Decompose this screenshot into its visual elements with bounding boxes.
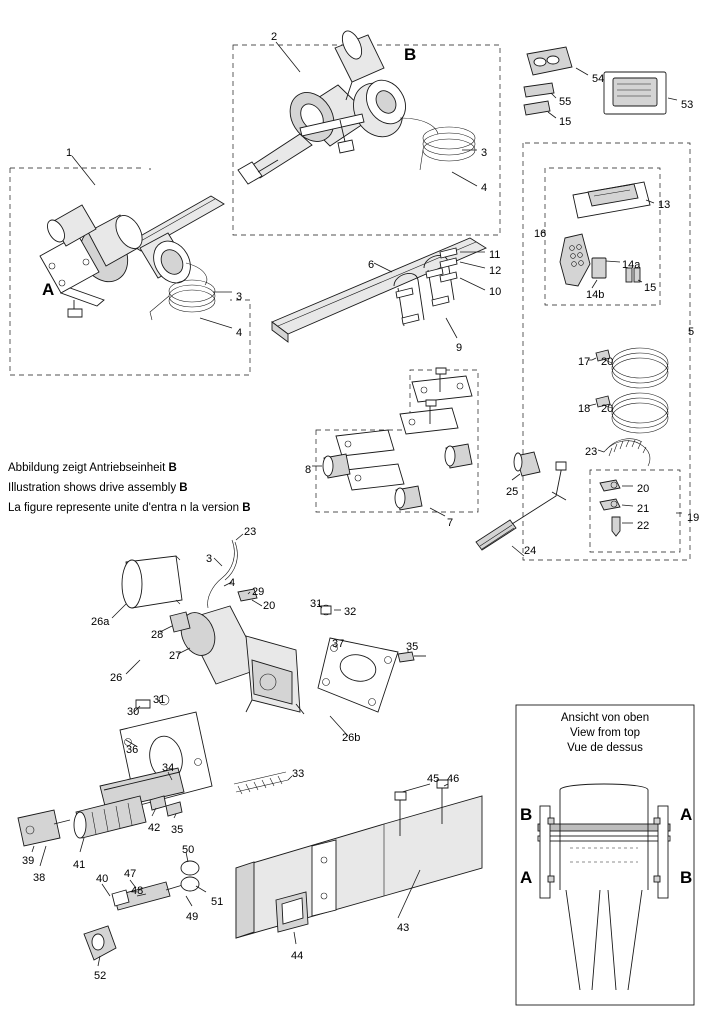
callout-20: 20: [263, 600, 276, 612]
callout-11: 11: [489, 249, 501, 261]
callout-26: 26: [110, 672, 123, 684]
callout-9: 9: [456, 342, 463, 354]
callout-40: 40: [96, 873, 109, 885]
caption-de: [8, 461, 177, 476]
callout-3: 3: [481, 147, 488, 159]
inset-marker-a-bottom-left: A: [520, 868, 533, 887]
callout-13: 13: [658, 199, 671, 211]
callout-55: 55: [559, 96, 572, 108]
callout-47: 47: [124, 868, 137, 880]
callout-38: 38: [33, 872, 46, 884]
callout-45: 45: [427, 773, 440, 785]
inset-title-de: Ansicht von oben: [560, 712, 650, 724]
callout-19: 19: [687, 512, 700, 524]
callout-50: 50: [182, 844, 195, 856]
caption-fr-bold: B: [242, 502, 251, 514]
callout-22: 22: [637, 520, 650, 532]
callout-48: 48: [131, 885, 144, 897]
inset-title-en: View from top: [569, 727, 641, 739]
callout-26a: 26a: [91, 616, 110, 628]
caption-fr-text: La figure represente unite d'entra n la version: [8, 502, 243, 514]
callout-34: 34: [162, 762, 175, 774]
callout-20: 20: [601, 356, 614, 368]
callout-36: 36: [126, 744, 139, 756]
callout-4: 4: [236, 327, 243, 339]
callout-21: 21: [637, 503, 650, 515]
callout-6: 6: [368, 259, 375, 271]
callout-18: 18: [578, 403, 591, 415]
callout-4: 4: [229, 577, 236, 589]
callout-52: 52: [94, 970, 107, 982]
callout-43: 43: [397, 922, 410, 934]
callout-49: 49: [186, 911, 199, 923]
callout-46: 46: [447, 773, 460, 785]
callout-44: 44: [291, 950, 304, 962]
callout-8: 8: [305, 464, 312, 476]
callout-24: 24: [524, 545, 537, 557]
callout-27: 27: [169, 650, 182, 662]
assembly-letter-a: A: [42, 280, 55, 299]
callout-23: 23: [585, 446, 598, 458]
callout-7: 7: [447, 517, 454, 529]
callout-15: 15: [644, 282, 657, 294]
callout-5: 5: [688, 326, 695, 338]
callout-39: 39: [22, 855, 35, 867]
caption-de-bold: B: [168, 462, 177, 474]
callout-3: 3: [236, 291, 243, 303]
callout-31: 31: [310, 598, 323, 610]
callout-15: 15: [559, 116, 572, 128]
callout-31: 31: [153, 694, 166, 706]
callout-10: 10: [489, 286, 502, 298]
callout-53: 53: [681, 99, 694, 111]
callout-14b: 14b: [586, 289, 605, 301]
assembly-letter-b: B: [404, 45, 417, 64]
inset-marker-b-bottom-right: B: [680, 868, 693, 887]
callout-23: 23: [244, 526, 257, 538]
callout-14a: 14a: [622, 259, 641, 271]
caption-en-bold: B: [179, 482, 188, 494]
inset-title-fr: Vue de dessus: [567, 742, 643, 754]
inset-marker-b-top-left: B: [520, 805, 533, 824]
callout-20: 20: [601, 403, 614, 415]
callout-12: 12: [489, 265, 502, 277]
caption-de-text: Abbildung zeigt Antriebseinheit: [8, 462, 169, 474]
callout-29: 29: [252, 586, 265, 598]
callout-4: 4: [481, 182, 488, 194]
callout-16: 16: [534, 228, 547, 240]
callout-20: 20: [637, 483, 650, 495]
caption-en-text: Illustration shows drive assembly: [8, 482, 180, 494]
callout-54: 54: [592, 73, 605, 85]
callout-35: 35: [406, 641, 419, 653]
inset-marker-a-top-right: A: [680, 805, 693, 824]
callout-1: 1: [66, 147, 73, 159]
caption-fr: [8, 501, 251, 516]
callout-30: 30: [127, 706, 140, 718]
callout-51: 51: [211, 896, 224, 908]
callout-3: 3: [206, 553, 213, 565]
callout-32: 32: [344, 606, 357, 618]
callout-26b: 26b: [342, 732, 361, 744]
callout-35: 35: [171, 824, 184, 836]
caption-en: [8, 481, 188, 496]
callout-17: 17: [578, 356, 591, 368]
callout-41: 41: [73, 859, 86, 871]
callout-25: 25: [506, 486, 519, 498]
callout-28: 28: [151, 629, 164, 641]
callout-2: 2: [271, 31, 278, 43]
callout-37: 37: [332, 638, 345, 650]
callout-42: 42: [148, 822, 161, 834]
callout-33: 33: [292, 768, 305, 780]
